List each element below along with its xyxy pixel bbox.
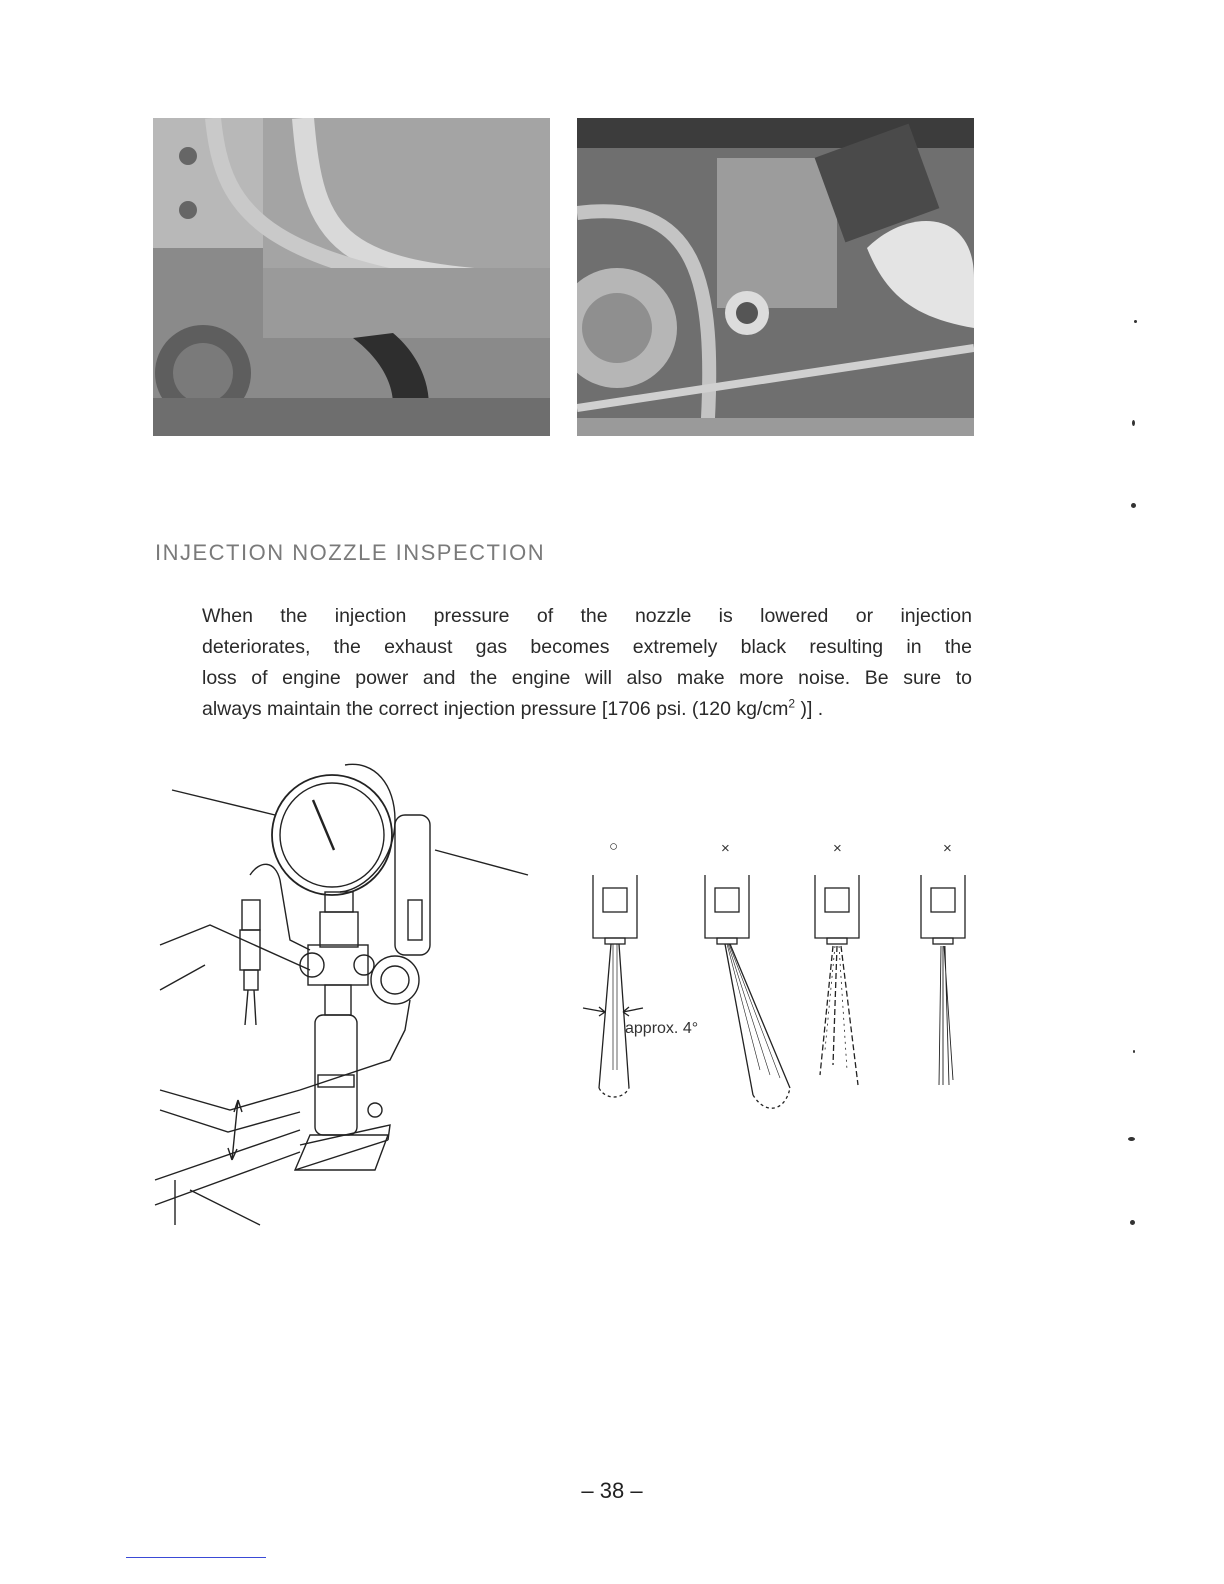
spray-mark-good: ○ — [609, 838, 619, 855]
body-last-tail: )] . — [795, 698, 824, 720]
nozzle-tester-illustration — [150, 760, 540, 1240]
body-line: When the injection pressure of the nozzle is lowered or injection — [202, 605, 972, 627]
page-number: – 38 – — [581, 1478, 643, 1503]
engine-photo-left — [153, 118, 550, 436]
body-line: loss of engine power and the engine will also make more noise. Be sure to — [202, 667, 972, 689]
superscript: 2 — [788, 696, 796, 711]
nozzle-pattern-scattered — [815, 875, 859, 1085]
body-last-text: always maintain the correct injection pressure [1706 psi. (120 kg/cm — [202, 698, 789, 720]
nozzle-pattern-slanted — [705, 875, 790, 1108]
spray-mark-bad: × — [943, 840, 952, 857]
spray-mark-bad: × — [833, 840, 842, 857]
footer-rule — [126, 1557, 266, 1558]
body-paragraph — [202, 601, 972, 725]
spray-mark-bad: × — [721, 840, 730, 857]
nozzle-pattern-correct — [593, 875, 637, 1097]
scan-speck — [1132, 420, 1135, 426]
scan-speck — [1128, 1137, 1135, 1141]
section-heading: INJECTION NOZZLE INSPECTION — [155, 540, 546, 565]
angle-label: approx. 4° — [625, 1020, 699, 1037]
scan-speck — [1134, 320, 1137, 323]
body-line-last — [202, 694, 972, 725]
scan-speck — [1130, 1220, 1135, 1225]
nozzle-pattern-narrow — [921, 875, 965, 1085]
body-line: deteriorates, the exhaust gas becomes extremely black resulting in the — [202, 636, 972, 658]
scan-speck — [1133, 1050, 1135, 1053]
spray-pattern-diagram — [575, 830, 995, 1130]
scan-speck — [1131, 503, 1136, 508]
engine-photo-right — [577, 118, 974, 436]
